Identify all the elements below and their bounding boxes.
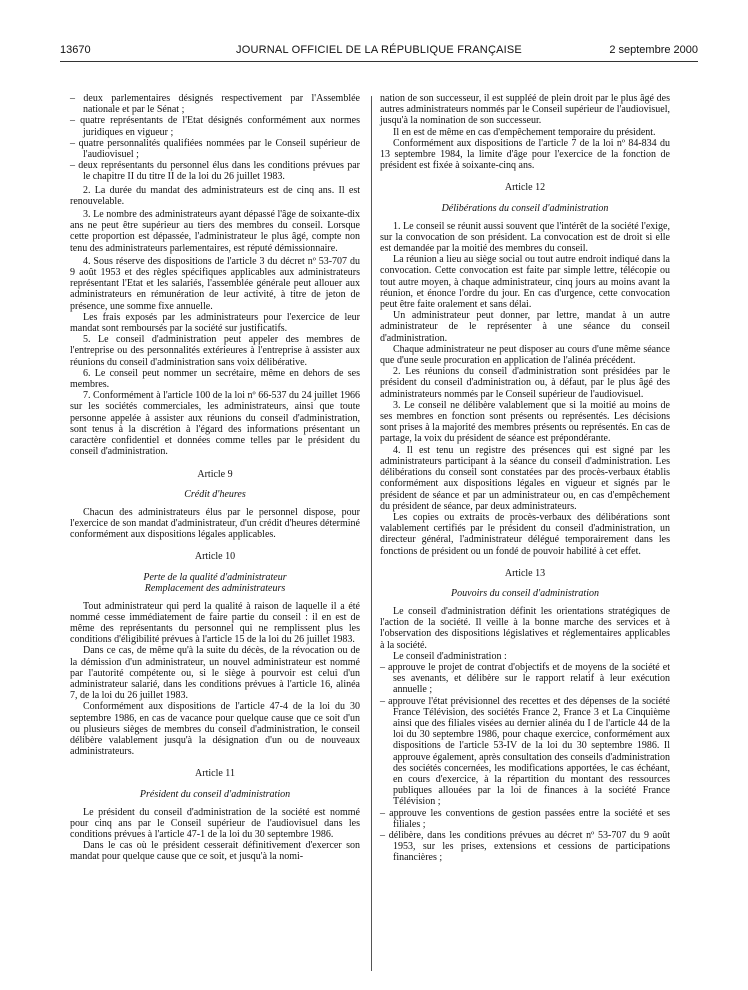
right-column: [380, 93, 670, 864]
dash-item: – délibère, dans les conditions prévues au décret nº 53-707 du 9 août 1953, sur les prises, extensions et cessions de participations financières ;: [380, 829, 670, 864]
article-heading: Article 12: [504, 182, 546, 194]
paragraph: Il en est de même en cas d'empêchement temporaire du président.: [393, 126, 656, 138]
paragraph: Le conseil d'administration :: [393, 650, 507, 662]
article-subtitle: Président du conseil d'administration: [139, 788, 291, 800]
publication-date: 2 septembre 2000: [609, 44, 698, 56]
journal-title: JOURNAL OFFICIEL DE LA RÉPUBLIQUE FRANÇAISE: [236, 44, 522, 56]
article-heading: Article 10: [194, 551, 236, 563]
header-rule: [60, 61, 698, 62]
paragraph: 4. Il est tenu un registre des présences qui est signé par les administrateurs participant à la séance du conseil d'administration. Les délibérations du conseil sont constatées par des procès-verbaux établis conformément aux dispositions légales en vigueur et signés par le président de séance et par un administrateur ou, en cas d'empêchement du président de séance, par deux administrateurs.: [380, 444, 670, 512]
paragraph: 6. Le conseil peut nommer un secrétaire, même en dehors de ses membres.: [70, 367, 360, 391]
article-heading: Article 11: [195, 768, 235, 780]
paragraph: 4. Sous réserve des dispositions de l'article 3 du décret nº 53-707 du 9 août 1953 et des règles spécifiques applicables aux administrateurs représentant l'Etat et les salariés, l'assemblée générale peut allouer aux administrateurs en rémunération de leur activité, à titre de jeton de présence, une somme fixe annuelle.: [70, 255, 360, 312]
dash-item: – quatre représentants de l'Etat désignés conformément aux normes juridiques en vigueur ;: [70, 115, 360, 138]
paragraph: Dans le cas où le président cesserait définitivement d'exercer son mandat pour quelque cause que ce soit, et jusqu'à la nomi-: [70, 840, 360, 863]
article-subtitle: Délibérations du conseil d'administration: [441, 202, 609, 214]
paragraph: Le conseil d'administration définit les orientations stratégiques de l'action de la société. Il veille à la bonne marche des services et à l'observation des dispositions législatives et réglementaires applicables à la société.: [380, 605, 670, 651]
paragraph: 3. Le conseil ne délibère valablement que si la moitié au moins de ses membres en fonction sont présents ou représentés. Les décisions sont prises à la majorité des membres présents ou représentés. En cas de partage, la voix du président de séance est prépondérante.: [380, 399, 670, 445]
article-subtitle: Pouvoirs du conseil d'administration: [451, 587, 599, 599]
left-column: [70, 93, 360, 863]
paragraph: La réunion a lieu au siège social ou tout autre endroit indiqué dans la convocation. Cette convocation est faite par simple lettre, télécopie ou tout autre moyen, à chaque administrateur, cinq jours au moins avant la réunion, et énonce l'ordre du jour. En cas d'urgence, cette convocation peut être faite oralement et sans délai.: [380, 254, 670, 311]
paragraph: 2. La durée du mandat des administrateurs est de cinq ans. Il est renouvelable.: [70, 184, 360, 207]
paragraph: Conformément aux dispositions de l'article 7 de la loi nº 84-834 du 13 septembre 1984, la limite d'âge pour l'exercice de la fonction de président est fixée à soixante-cinq ans.: [380, 137, 670, 172]
paragraph: Conformément aux dispositions de l'article 47-4 de la loi du 30 septembre 1986, en cas de vacance pour quelque cause que ce soit d'un ou plusieurs sièges de membres du conseil d'administration, le conseil délibère valablement jusqu'à la désignation d'un ou de nouveaux administrateurs.: [70, 701, 360, 758]
page-number: 13670: [60, 44, 91, 56]
article-subtitle: Perte de la qualité d'administrateur: [143, 571, 287, 583]
paragraph: Chacun des administrateurs élus par le personnel dispose, pour l'exercice de son mandat d'administrateur, d'un crédit d'heures déterminé conformément aux dispositions légales applicables.: [70, 506, 360, 541]
dash-item: – quatre personnalités qualifiées nommées par le Conseil supérieur de l'audiovisuel ;: [70, 137, 360, 161]
paragraph: Les copies ou extraits de procès-verbaux des délibérations sont valablement certifiés par le président du conseil d'administration, un directeur général, l'administrateur délégué temporairement dans les fonctions de président ou un fondé de pouvoir habilité à cet effet.: [380, 511, 670, 557]
article-heading: Article 13: [504, 567, 546, 579]
paragraph: Chaque administrateur ne peut disposer au cours d'une même séance que d'une seule procuration en application de l'alinéa précédent.: [380, 343, 670, 367]
article-subtitle: Remplacement des administrateurs: [144, 582, 286, 594]
paragraph: 1. Le conseil se réunit aussi souvent que l'intérêt de la société l'exige, sur la convocation de son président. La convocation est de droit si elle est demandée par la moitié des membres du conseil.: [380, 220, 670, 255]
paragraph: 5. Le conseil d'administration peut appeler des membres de l'entreprise ou des personnalités extérieures à l'entreprise à assister aux réunions du conseil d'administration sans voix délibérative.: [70, 334, 360, 368]
paragraph: Dans ce cas, de même qu'à la suite du décès, de la révocation ou de la démission d'un administrateur, un nouvel administrateur est nommé par l'autorité compétente ou, si le siège à pourvoir est celui d'un administrateur salarié, dans les conditions prévues à l'article 16, alinéa 7, de la loi du 26 juillet 1983.: [70, 645, 360, 702]
paragraph: 3. Le nombre des administrateurs ayant dépassé l'âge de soixante-dix ans ne peut être supérieur au tiers des membres du conseil. Lorsque cette proportion est dépassée, l'administrateur le plus âgé, compte non tenu des administrateurs parlementaires, est réputé démissionnaire.: [70, 209, 360, 254]
paragraph: 2. Les réunions du conseil d'administration sont présidées par le président du conseil d'administration ou, à défaut, par le plus âgé des administrateurs nommés par le Conseil supérieur de l'audiovisuel.: [380, 366, 670, 400]
paragraph: 7. Conformément à l'article 100 de la loi nº 66-537 du 24 juillet 1966 sur les sociétés commerciales, les administrateurs, ainsi que toute personne appelée à assister aux réunions du conseil d'administration, sont tenus à la discrétion à l'égard des informations présentant un caractère confidentiel et données comme telles par le président du conseil d'administration.: [70, 390, 360, 458]
dash-item: – deux représentants du personnel élus dans les conditions prévues par le chapitre II du titre II de la loi du 26 juillet 1983.: [70, 160, 360, 183]
dash-item: – approuve l'état prévisionnel des recettes et des dépenses de la société France Télévision, des sociétés France 2, France 3 et La Cinquième ainsi que des filiales visées au dernier alinéa du I de l'article 44 de la loi du 30 septembre 1986, pour chaque exercice, conformément aux dispositions de l'article 53-IV de la loi du 30 septembre 1986. Il approuve également, après consultation des conseils d'administration des sociétés concernées, les modifications apportées, le cas échéant, en cours d'exercice, à la répartition du montant des ressources publiques allouées par la loi de finances à la société France Télévision ;: [380, 695, 670, 808]
article-heading: Article 9: [197, 468, 233, 480]
paragraph: Le président du conseil d'administration de la société est nommé pour cinq ans par le Conseil supérieur de l'audiovisuel dans les conditions prévues à l'article 47-1 de la loi du 30 septembre 1986.: [70, 806, 360, 840]
dash-item: – deux parlementaires désignés respectivement par l'Assemblée nationale et par le Sénat ;: [70, 93, 360, 116]
paragraph: Un administrateur peut donner, par lettre, mandat à un autre administrateur de le représenter à une séance du conseil d'administration.: [380, 310, 670, 344]
paragraph: nation de son successeur, il est suppléé de plein droit par le plus âgé des autres administrateurs nommés par le Conseil supérieur de l'audiovisuel, jusqu'à la nomination de son successeur.: [380, 93, 670, 127]
paragraph: Tout administrateur qui perd la qualité à raison de laquelle il a été nommé cesse immédiatement de faire partie du conseil : il en est de même des représentants du personnel qui ne remplissent plus les conditions d'éligibilité prévues à l'article 15 de la loi du 26 juillet 1983.: [70, 600, 360, 646]
page-header: [60, 44, 698, 58]
dash-item: – approuve les conventions de gestion passées entre la société et ses filiales ;: [380, 807, 670, 830]
article-subtitle: Crédit d'heures: [184, 488, 246, 500]
paragraph: Les frais exposés par les administrateurs pour l'exercice de leur mandat sont remboursés par la société sur justificatifs.: [70, 311, 360, 335]
dash-item: – approuve le projet de contrat d'objectifs et de moyens de la société et ses avenants, et délibère sur le rapport relatif à leur exécution annuelle ;: [380, 661, 670, 696]
column-divider: [371, 96, 372, 971]
